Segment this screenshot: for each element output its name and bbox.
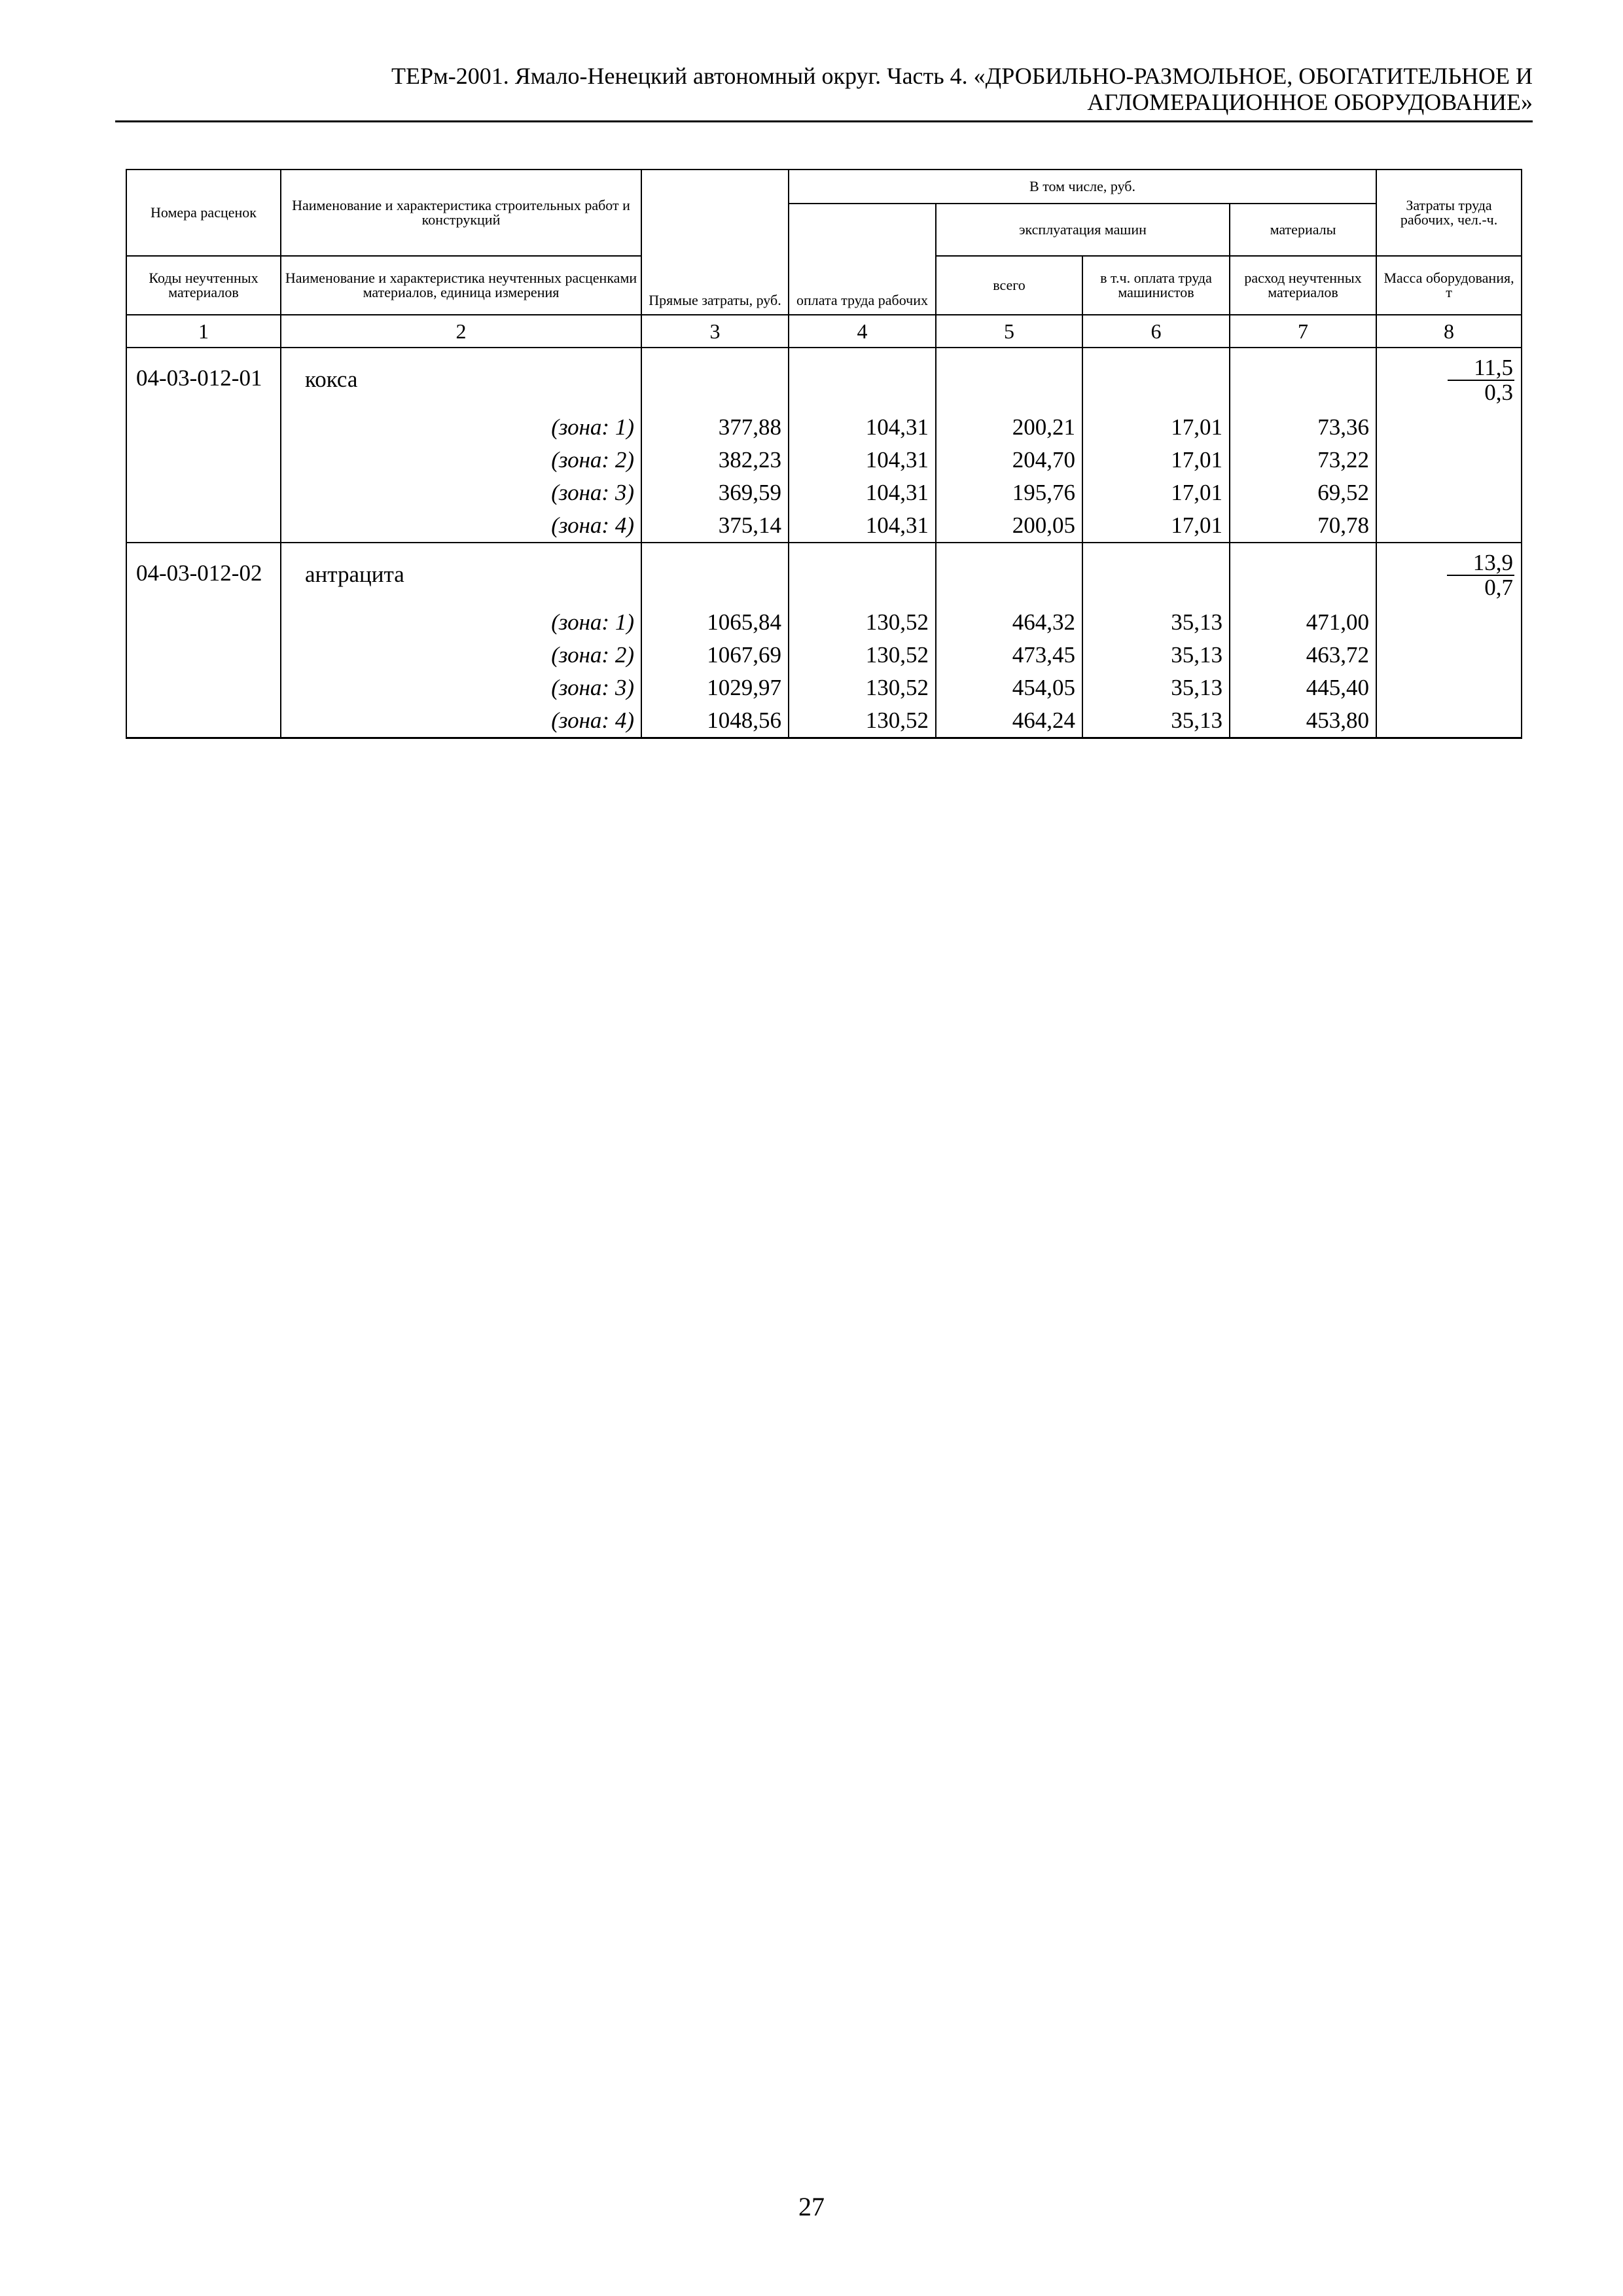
zone-label: (зона: 4) xyxy=(281,704,641,738)
page-number: 27 xyxy=(798,2192,825,2221)
column-number: 5 xyxy=(936,315,1082,348)
rates-table xyxy=(126,169,1522,739)
column-number: 1 xyxy=(126,315,281,348)
operators-pay-value: 17,01 xyxy=(1082,476,1230,509)
header-work-name: Наименование и характеристика строительных работ и конструкций xyxy=(281,170,641,256)
direct-costs-value: 1048,56 xyxy=(641,704,789,738)
workers-pay-value: 130,52 xyxy=(789,606,936,639)
zone-row xyxy=(126,411,1522,444)
header-materials: материалы xyxy=(1230,204,1376,256)
rate-group xyxy=(126,348,1522,543)
workers-pay-value: 104,31 xyxy=(789,444,936,476)
zone-row xyxy=(126,639,1522,672)
machines-value: 195,76 xyxy=(936,476,1082,509)
table-header xyxy=(126,170,1522,315)
direct-costs-value: 369,59 xyxy=(641,476,789,509)
zone-row xyxy=(126,476,1522,509)
direct-costs-value: 1065,84 xyxy=(641,606,789,639)
zone-row xyxy=(126,509,1522,543)
machines-value: 200,05 xyxy=(936,509,1082,543)
header-unaccounted-materials: расход неучтенных материалов xyxy=(1230,256,1376,315)
zone-row xyxy=(126,606,1522,639)
zone-label: (зона: 2) xyxy=(281,639,641,672)
header-machines: эксплуатация машин xyxy=(936,204,1230,256)
materials-value: 453,80 xyxy=(1230,704,1376,738)
operators-pay-value: 17,01 xyxy=(1082,509,1230,543)
operators-pay-value: 35,13 xyxy=(1082,639,1230,672)
zone-row xyxy=(126,704,1522,738)
rate-group xyxy=(126,543,1522,738)
header-mass: Масса оборудования, т xyxy=(1376,256,1522,315)
operators-pay-value: 35,13 xyxy=(1082,606,1230,639)
zone-label: (зона: 1) xyxy=(281,606,641,639)
rate-title-row xyxy=(126,348,1522,411)
mass-value: 0,7 xyxy=(1484,575,1514,600)
workers-pay-value: 130,52 xyxy=(789,704,936,738)
machines-value: 464,32 xyxy=(936,606,1082,639)
workers-pay-value: 104,31 xyxy=(789,411,936,444)
header-line-2: АГЛОМЕРАЦИОННОЕ ОБОРУДОВАНИЕ» xyxy=(1087,89,1533,115)
rate-code: 04-03-012-01 xyxy=(126,348,281,543)
header-workers-pay: оплата труда рабочих xyxy=(789,204,936,315)
header-labor: Затраты труда рабочих, чел.-ч. xyxy=(1376,170,1522,256)
materials-value: 445,40 xyxy=(1230,672,1376,704)
labor-value: 11,5 xyxy=(1448,356,1514,381)
zone-label: (зона: 4) xyxy=(281,509,641,543)
machines-value: 204,70 xyxy=(936,444,1082,476)
header-line-1: ТЕРм-2001. Ямало-Ненецкий автономный округ. Часть 4. «ДРОБИЛЬНО-РАЗМОЛЬНОЕ, ОБОГАТИТЕЛЬНОЕ И xyxy=(391,63,1533,89)
header-operators-pay: в т.ч. оплата труда машинистов xyxy=(1082,256,1230,315)
zone-label: (зона: 3) xyxy=(281,476,641,509)
operators-pay-value: 17,01 xyxy=(1082,411,1230,444)
rate-name: кокса xyxy=(281,348,641,411)
column-number: 2 xyxy=(281,315,641,348)
column-number: 3 xyxy=(641,315,789,348)
operators-pay-value: 35,13 xyxy=(1082,704,1230,738)
zone-label: (зона: 2) xyxy=(281,444,641,476)
operators-pay-value: 35,13 xyxy=(1082,672,1230,704)
rate-title-row xyxy=(126,543,1522,606)
labor-mass-fraction xyxy=(1448,356,1514,404)
zone-label: (зона: 3) xyxy=(281,672,641,704)
workers-pay-value: 104,31 xyxy=(789,476,936,509)
header-material-codes: Коды неучтенных материалов xyxy=(126,256,281,315)
labor-mass-cell xyxy=(1376,348,1522,543)
mass-value: 0,3 xyxy=(1484,380,1514,405)
direct-costs-value: 375,14 xyxy=(641,509,789,543)
header-rate-numbers: Номера расценок xyxy=(126,170,281,256)
labor-value: 13,9 xyxy=(1447,551,1514,576)
direct-costs-value: 377,88 xyxy=(641,411,789,444)
machines-value: 464,24 xyxy=(936,704,1082,738)
zone-row xyxy=(126,672,1522,704)
zone-label: (зона: 1) xyxy=(281,411,641,444)
header-total: всего xyxy=(936,256,1082,315)
column-number: 6 xyxy=(1082,315,1230,348)
materials-value: 463,72 xyxy=(1230,639,1376,672)
column-number: 8 xyxy=(1376,315,1522,348)
page-header xyxy=(115,63,1533,115)
operators-pay-value: 17,01 xyxy=(1082,444,1230,476)
machines-value: 200,21 xyxy=(936,411,1082,444)
workers-pay-value: 130,52 xyxy=(789,639,936,672)
direct-costs-value: 1029,97 xyxy=(641,672,789,704)
header-divider xyxy=(115,120,1533,122)
zone-row xyxy=(126,444,1522,476)
materials-value: 471,00 xyxy=(1230,606,1376,639)
materials-value: 73,36 xyxy=(1230,411,1376,444)
column-number: 4 xyxy=(789,315,936,348)
workers-pay-value: 130,52 xyxy=(789,672,936,704)
column-number: 7 xyxy=(1230,315,1376,348)
direct-costs-value: 1067,69 xyxy=(641,639,789,672)
direct-costs-value: 382,23 xyxy=(641,444,789,476)
labor-mass-fraction xyxy=(1447,551,1514,600)
materials-value: 70,78 xyxy=(1230,509,1376,543)
rate-name: антрацита xyxy=(281,543,641,606)
machines-value: 454,05 xyxy=(936,672,1082,704)
workers-pay-value: 104,31 xyxy=(789,509,936,543)
header-direct-costs: Прямые затраты, руб. xyxy=(641,170,789,315)
column-numbers-row xyxy=(126,315,1522,348)
rate-code: 04-03-012-02 xyxy=(126,543,281,738)
materials-value: 73,22 xyxy=(1230,444,1376,476)
materials-value: 69,52 xyxy=(1230,476,1376,509)
machines-value: 473,45 xyxy=(936,639,1082,672)
header-including: В том числе, руб. xyxy=(789,170,1376,204)
labor-mass-cell xyxy=(1376,543,1522,738)
header-material-name: Наименование и характеристика неучтенных расценками материалов, единица измерения xyxy=(281,256,641,315)
